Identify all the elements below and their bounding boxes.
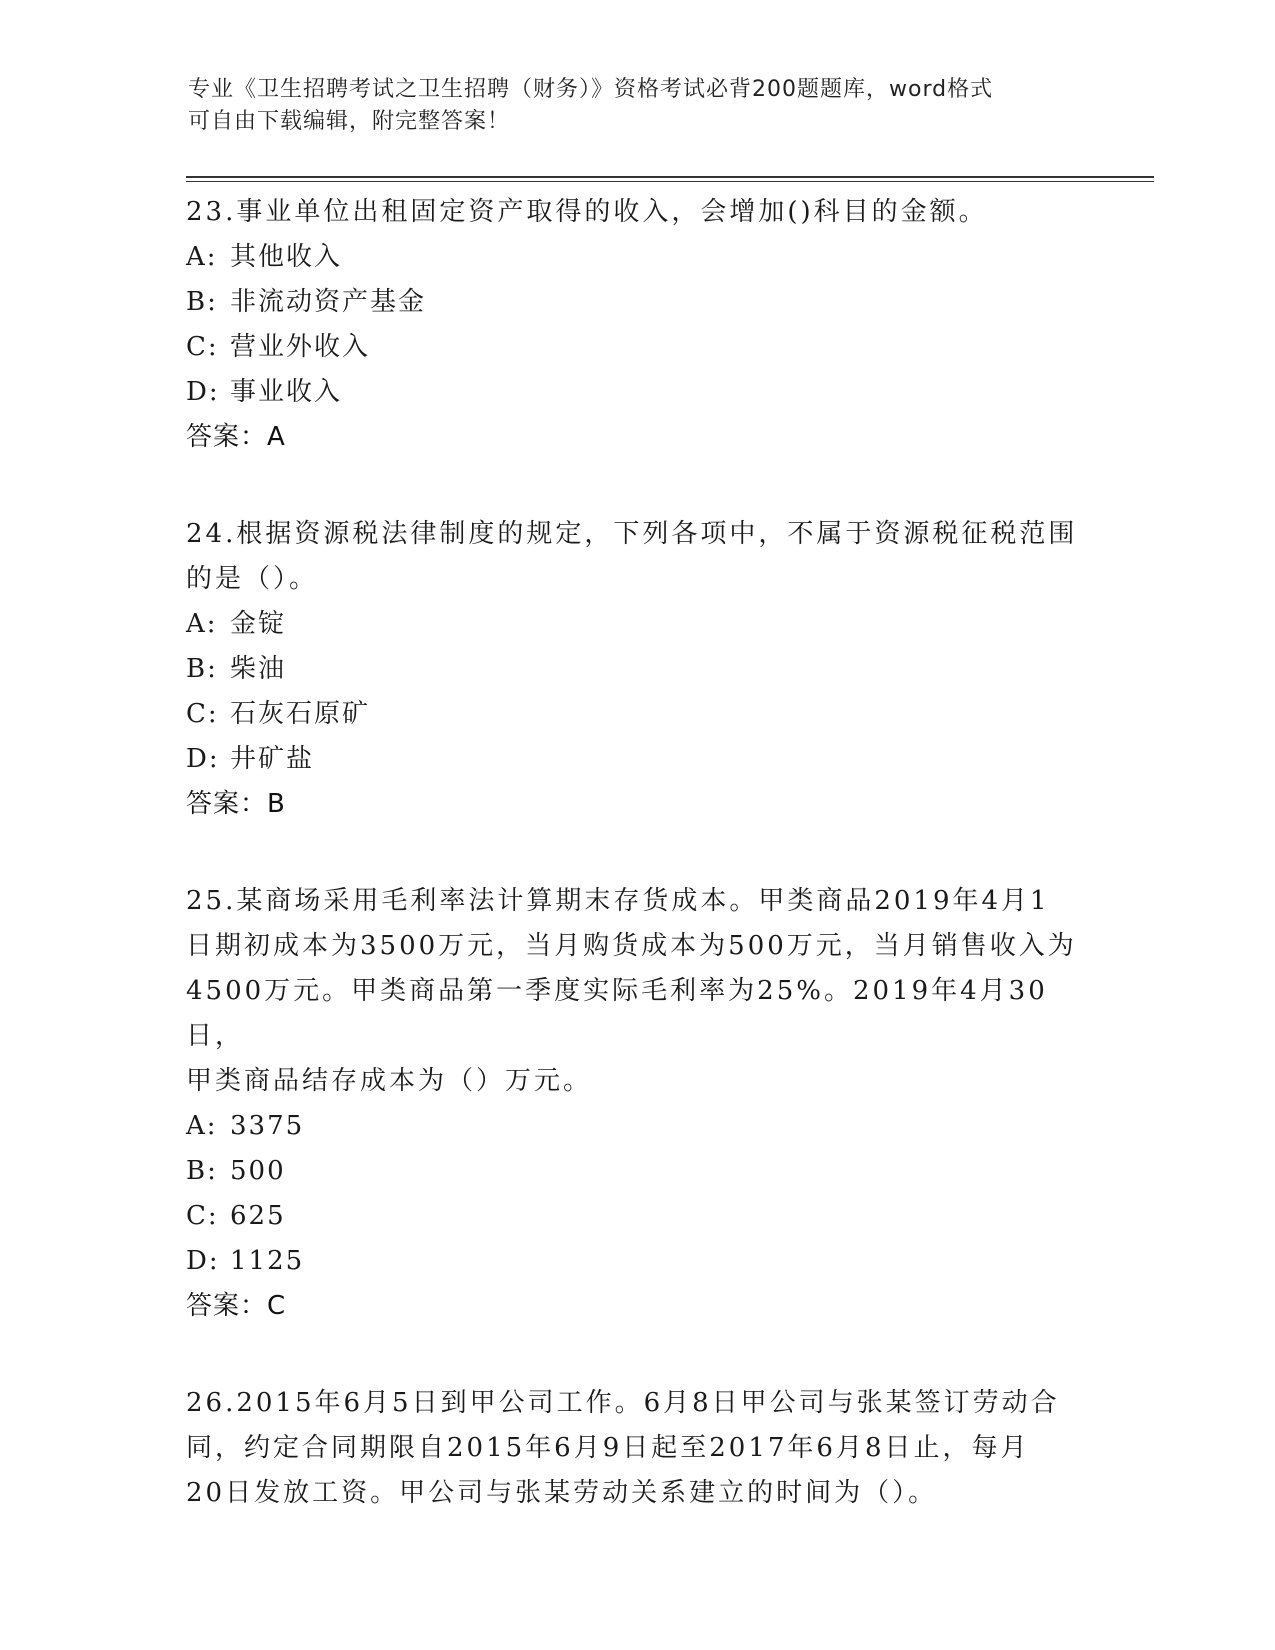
question-26 bbox=[186, 1381, 1086, 1516]
question-23 bbox=[186, 190, 1086, 460]
option-letter: B: bbox=[186, 1156, 218, 1186]
question-25 bbox=[186, 879, 1086, 1329]
option-letter: A: bbox=[186, 242, 218, 272]
stem-line: 26.2015年6月5日到甲公司工作。6月8日甲公司与张某签订劳动合 bbox=[186, 1388, 1060, 1418]
question-list bbox=[186, 190, 1086, 1568]
option-b bbox=[186, 1149, 1086, 1194]
stem-line: 同，约定合同期限自2015年6月9日起至2017年6月8日止，每月 bbox=[186, 1433, 1030, 1463]
option-letter: C: bbox=[186, 332, 219, 362]
option-text: 3375 bbox=[230, 1111, 305, 1141]
option-a bbox=[186, 602, 1086, 647]
option-text: 其他收入 bbox=[230, 242, 343, 272]
option-letter: B: bbox=[186, 654, 218, 684]
stem-line: 日期初成本为3500万元，当月购货成本为500万元，当月销售收入为 bbox=[186, 931, 1077, 961]
question-24 bbox=[186, 512, 1086, 827]
stem-line: 25.某商场采用毛利率法计算期末存货成本。甲类商品2019年4月1 bbox=[186, 886, 1050, 916]
stem-line: 20日发放工资。甲公司与张某劳动关系建立的时间为（）。 bbox=[186, 1478, 938, 1508]
option-d bbox=[186, 737, 1086, 782]
option-text: 500 bbox=[230, 1156, 286, 1186]
question-stem bbox=[186, 190, 1086, 235]
option-letter: D: bbox=[186, 1246, 220, 1276]
option-a bbox=[186, 1104, 1086, 1149]
option-d bbox=[186, 370, 1086, 415]
option-d bbox=[186, 1239, 1086, 1284]
option-letter: D: bbox=[186, 744, 220, 774]
option-text: 非流动资产基金 bbox=[230, 287, 427, 317]
answer-line: 答案：C bbox=[186, 1291, 287, 1321]
stem-line: 23.事业单位出租固定资产取得的收入，会增加()科目的金额。 bbox=[186, 197, 988, 227]
option-text: 井矿盐 bbox=[230, 744, 315, 774]
option-c bbox=[186, 692, 1086, 737]
page-header bbox=[188, 74, 1088, 138]
option-text: 金锭 bbox=[230, 609, 287, 639]
option-c bbox=[186, 325, 1086, 370]
option-text: 1125 bbox=[230, 1246, 305, 1276]
option-letter: D: bbox=[186, 377, 220, 407]
answer-line: 答案：B bbox=[186, 789, 286, 819]
option-text: 625 bbox=[230, 1201, 286, 1231]
answer-line: 答案：A bbox=[186, 422, 286, 452]
stem-line: 甲类商品结存成本为（）万元。 bbox=[186, 1066, 593, 1096]
option-text: 营业外收入 bbox=[230, 332, 371, 362]
option-letter: A: bbox=[186, 609, 218, 639]
option-letter: C: bbox=[186, 699, 219, 729]
option-text: 柴油 bbox=[230, 654, 287, 684]
stem-line: 24.根据资源税法律制度的规定，下列各项中，不属于资源税征税范围 bbox=[186, 519, 1078, 549]
stem-line: 4500万元。甲类商品第一季度实际毛利率为25%。2019年4月30日， bbox=[186, 976, 1048, 1051]
header-line-2: 可自由下载编辑，附完整答案！ bbox=[188, 109, 511, 134]
option-letter: C: bbox=[186, 1201, 219, 1231]
option-b bbox=[186, 647, 1086, 692]
option-a bbox=[186, 235, 1086, 280]
option-letter: B: bbox=[186, 287, 218, 317]
option-letter: A: bbox=[186, 1111, 218, 1141]
question-stem bbox=[186, 1381, 1086, 1516]
option-b bbox=[186, 280, 1086, 325]
option-text: 事业收入 bbox=[230, 377, 343, 407]
question-stem bbox=[186, 879, 1086, 1104]
option-text: 石灰石原矿 bbox=[230, 699, 371, 729]
header-divider bbox=[186, 176, 1154, 182]
stem-line: 的是（）。 bbox=[186, 564, 319, 594]
header-line-1: 专业《卫生招聘考试之卫生招聘（财务）》资格考试必背200题题库，word格式 bbox=[188, 77, 994, 102]
question-stem bbox=[186, 512, 1086, 602]
option-c bbox=[186, 1194, 1086, 1239]
